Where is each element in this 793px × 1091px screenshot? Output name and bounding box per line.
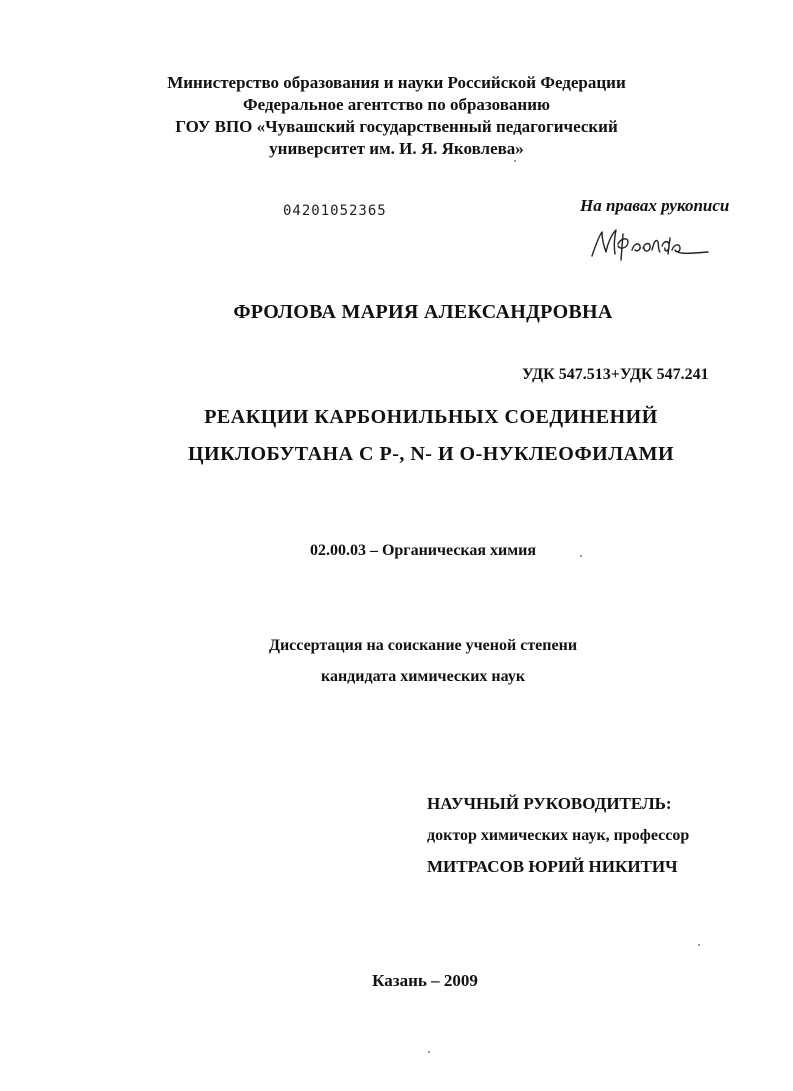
scan-speck — [428, 1051, 430, 1053]
supervisor-name: МИТРАСОВ ЮРИЙ НИКИТИЧ — [427, 857, 678, 876]
thesis-title-line-1: РЕАКЦИИ КАРБОНИЛЬНЫХ СОЕДИНЕНИЙ — [204, 406, 658, 428]
degree-line-2: кандидата химических наук — [320, 668, 526, 685]
supervisor-rank: доктор химических наук, профессор — [427, 827, 690, 844]
scan-speck — [514, 160, 516, 162]
header-university-name: университет им. И. Я. Яковлева» — [269, 139, 524, 158]
supervisor-heading: НАУЧНЫЙ РУКОВОДИТЕЛЬ: — [427, 794, 672, 813]
place-year: Казань – 2009 — [372, 971, 478, 990]
degree-line-1: Диссертация на соискание ученой степени — [268, 637, 578, 654]
scan-speck — [580, 555, 582, 557]
header-university: ГОУ ВПО «Чувашский государственный педагогический — [175, 117, 618, 136]
document-code: 04201052365 — [283, 203, 387, 219]
handwritten-signature — [588, 224, 712, 266]
scan-speck — [698, 944, 700, 946]
specialty: 02.00.03 – Органическая химия — [309, 542, 537, 559]
header-agency: Федеральное агентство по образованию — [243, 95, 550, 114]
rights-note: На правах рукописи — [580, 196, 730, 215]
udk-code: УДК 547.513+УДК 547.241 — [522, 366, 709, 383]
thesis-title-line-2: ЦИКЛОБУТАНА С P-, N- И O-НУКЛЕОФИЛАМИ — [187, 443, 675, 465]
author-name: ФРОЛОВА МАРИЯ АЛЕКСАНДРОВНА — [233, 301, 613, 323]
header-ministry: Министерство образования и науки Российской Федерации — [167, 73, 626, 92]
